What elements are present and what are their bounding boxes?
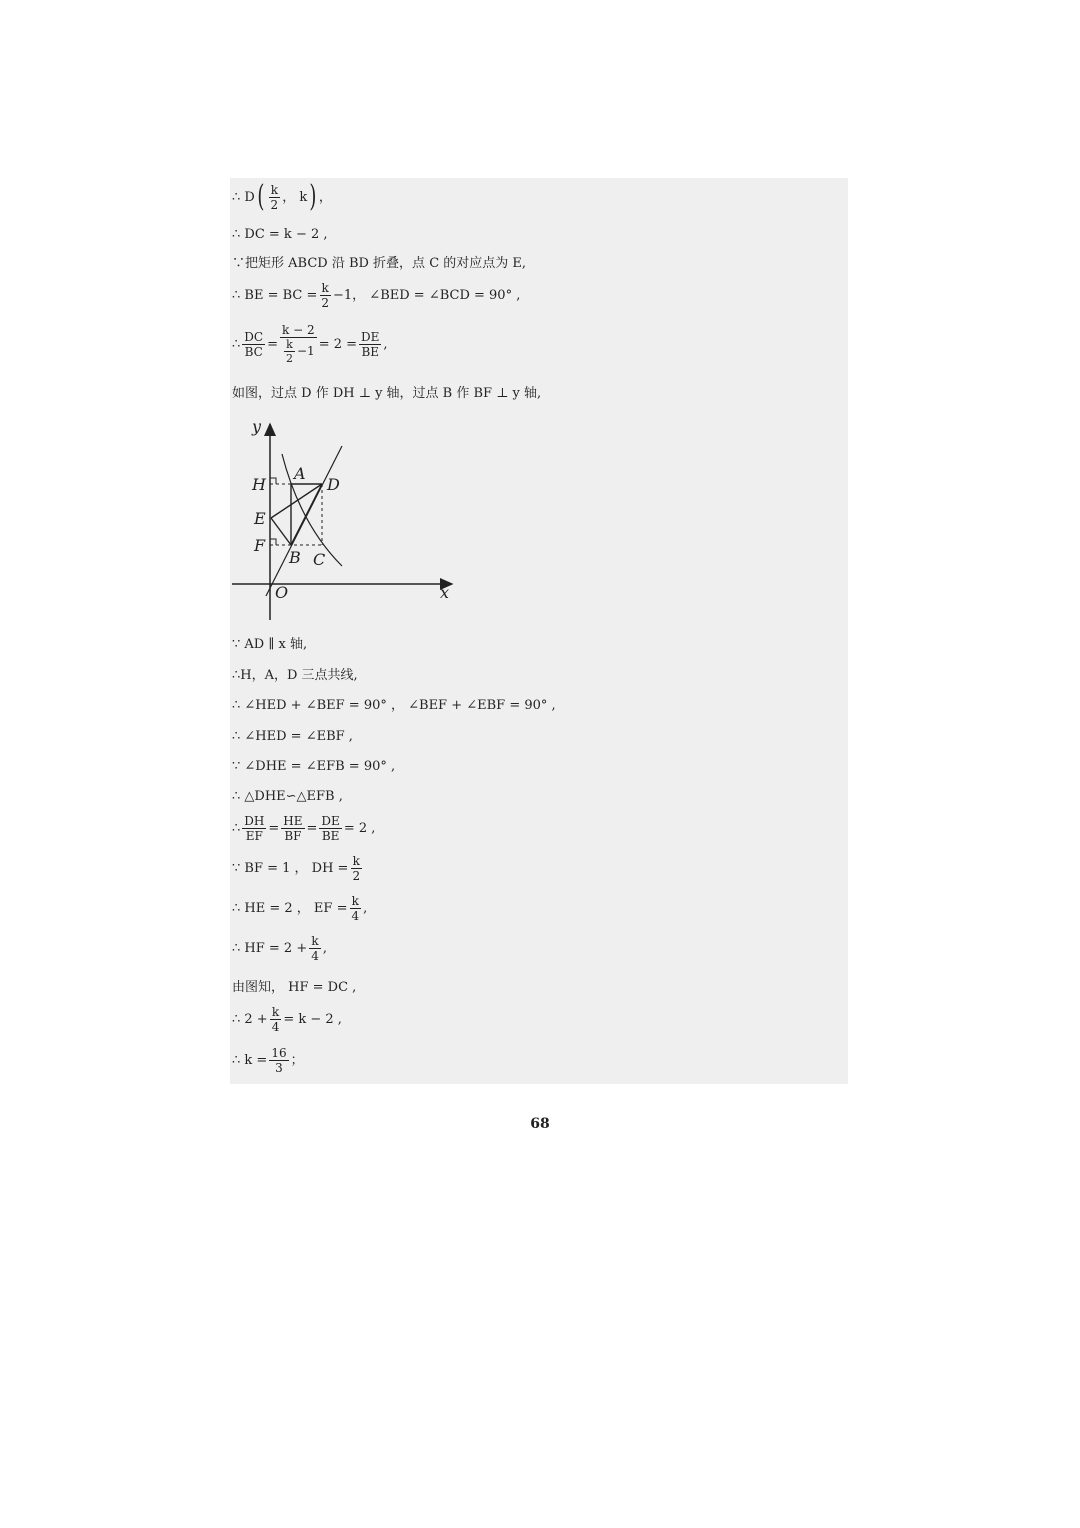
line-7: ∵ AD ∥ x 轴, [232, 637, 308, 652]
line-3: ∵把矩形 ABCD 沿 BD 折叠，点 C 的对应点为 E, [232, 256, 527, 271]
numerator: k [311, 934, 319, 948]
segment-EB [271, 518, 291, 545]
denominator [280, 338, 317, 364]
label-B: B [289, 548, 301, 567]
numerator: k [271, 1005, 280, 1019]
line-18-end: = k − 2 , [283, 1012, 342, 1027]
label-O: O [275, 583, 289, 602]
numerator: 16 [271, 1046, 287, 1060]
equals: = [306, 821, 318, 836]
denominator: EF [245, 829, 263, 843]
fraction [269, 184, 281, 211]
equals: = 2 = [318, 336, 358, 352]
line-4-rest: −1， ∠BED = ∠BCD = 90° , [333, 288, 521, 303]
fraction [349, 895, 361, 922]
denominator-tail: −1 [297, 344, 315, 358]
denominator: BC [244, 344, 263, 359]
fraction [242, 815, 266, 842]
numerator: HE [283, 814, 303, 828]
fraction [319, 282, 331, 309]
line-12: ∴ △DHE∽△EFB , [232, 789, 343, 804]
fraction [270, 1006, 282, 1033]
numerator: k [352, 854, 360, 868]
fraction [281, 815, 304, 842]
line-1-end: ， [318, 189, 332, 205]
label-F: F [254, 536, 266, 555]
numerator: DC [244, 329, 264, 344]
denominator: BF [284, 829, 302, 843]
line-15-end: , [363, 901, 368, 916]
line-4 [232, 282, 520, 309]
right-paren: ) [309, 179, 317, 214]
fraction [350, 855, 362, 882]
denominator: 4 [311, 949, 319, 963]
fraction [280, 324, 317, 364]
line-6: 如图，过点 D 作 DH ⊥ y 轴，过点 B 作 BF ⊥ y 轴, [232, 386, 542, 401]
line-13-prefix: ∴ [232, 821, 241, 836]
fraction [309, 935, 321, 962]
numerator: DE [321, 814, 340, 828]
fraction [269, 1047, 288, 1074]
denominator: 4 [271, 1020, 280, 1034]
line-14 [232, 855, 364, 882]
label-C: C [313, 550, 326, 569]
line-16-prefix: ∴ HF = 2 + [232, 941, 308, 956]
denominator: 4 [351, 909, 360, 923]
equals: = [268, 821, 280, 836]
line-4-prefix: ∴ BE = BC = [232, 288, 318, 303]
line-2: ∴ DC = k − 2 , [232, 227, 328, 242]
label-x: x [440, 583, 450, 602]
line-18-prefix: ∴ 2 + [232, 1012, 268, 1027]
numerator: k − 2 [282, 323, 315, 337]
denominator: 3 [275, 1061, 283, 1075]
denominator: 2 [321, 296, 330, 310]
denominator: 2 [286, 352, 293, 365]
denominator: 2 [352, 869, 361, 883]
line-15 [232, 895, 367, 922]
label-D: D [327, 475, 340, 494]
line-11: ∵ ∠DHE = ∠EFB = 90° , [232, 759, 396, 774]
line-13-end: = 2 , [343, 821, 376, 836]
line-16 [232, 935, 327, 962]
label-E: E [254, 509, 266, 528]
label-A: A [294, 464, 306, 483]
line-9: ∴ ∠HED + ∠BEF = 90° ， ∠BEF + ∠EBF = 90° , [232, 698, 556, 713]
fraction [319, 815, 341, 842]
label-y: y [252, 420, 262, 436]
geometry-diagram [230, 420, 470, 630]
solution-panel [230, 178, 848, 1084]
numerator: k [351, 894, 359, 908]
line-1 [232, 179, 332, 214]
equals: = [267, 336, 278, 352]
line-1-rest: ， k [282, 189, 308, 205]
coordinate-figure [230, 420, 470, 634]
line-8: ∴H，A，D 三点共线, [232, 668, 358, 683]
line-16-end: , [322, 941, 327, 956]
page-number: 68 [530, 1116, 550, 1132]
line-15-prefix: ∴ HE = 2 ， EF = [232, 901, 348, 916]
denominator: BE [321, 829, 340, 843]
line-18 [232, 1006, 342, 1033]
line-19-prefix: ∴ k = [232, 1053, 268, 1068]
line-10: ∴ ∠HED = ∠EBF , [232, 729, 353, 744]
line-5-end: , [383, 336, 388, 352]
fraction [359, 331, 381, 358]
line-14-prefix: ∵ BF = 1 ， DH = [232, 861, 349, 876]
numerator: DH [244, 814, 265, 828]
line-13 [232, 815, 375, 842]
line-5 [232, 324, 388, 364]
line-19 [232, 1047, 304, 1074]
right-angle-mark-F [270, 539, 276, 545]
label-H: H [252, 475, 266, 494]
line-19-end: ； [290, 1053, 304, 1068]
line-1-prefix: ∴ D [232, 189, 255, 205]
fraction [242, 331, 265, 358]
left-paren: ( [257, 179, 265, 214]
denominator: BE [361, 344, 380, 359]
line-17: 由图知， HF = DC , [232, 980, 357, 995]
numerator: k [321, 281, 329, 295]
numerator: DE [361, 329, 380, 344]
denominator: 2 [270, 197, 279, 212]
numerator: k [286, 338, 293, 351]
right-angle-mark-H [270, 478, 276, 484]
numerator: k [270, 182, 278, 197]
nested-fraction [284, 339, 295, 364]
line-5-prefix: ∴ [232, 336, 241, 352]
